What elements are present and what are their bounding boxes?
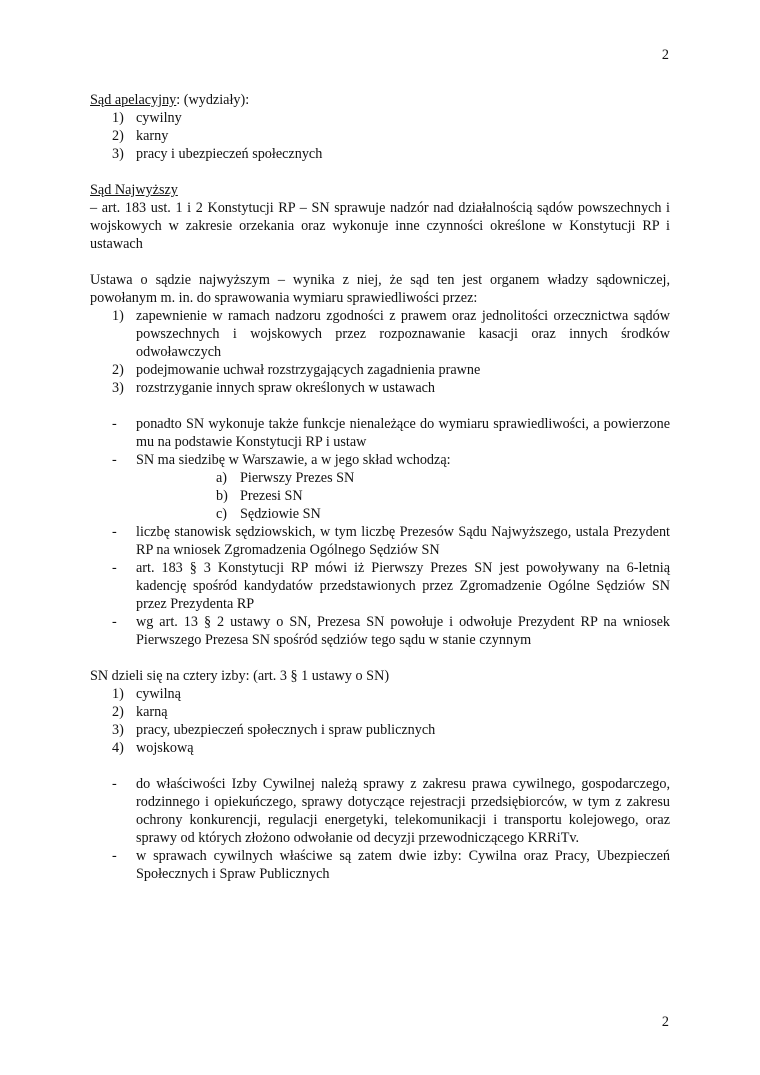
bullet-marker: - <box>112 776 117 792</box>
list-marker: 3) <box>112 380 124 396</box>
list-text: wojskową <box>136 740 194 756</box>
paragraph: Ustawa o sądzie najwyższym – wynika z niej, że sąd ten jest organem władzy sądowniczej, powołanym m. in. do sprawowania wymiaru sprawiedliwości przez: <box>90 272 670 306</box>
list-text: Pierwszy Prezes SN <box>240 470 355 486</box>
list-marker: a) <box>216 470 228 486</box>
page-number-header: 2 <box>661 47 669 63</box>
heading-suffix: : (wydziały): <box>176 92 250 108</box>
list-item <box>90 469 670 487</box>
chambers-notes-list <box>90 775 670 883</box>
list-marker: 1) <box>112 686 124 702</box>
bullet-marker: - <box>112 560 117 576</box>
list-item <box>90 739 670 757</box>
list-text: pracy, ubezpieczeń społecznych i spraw publicznych <box>136 722 436 738</box>
list-text: art. 183 § 3 Konstytucji RP mówi iż Pierwszy Prezes SN jest powoływany na 6-letnią kadencję spośród kandydatów przedstawionych przez Zgromadzenie Ogólne Sędziów SN przez Prezydenta RP <box>136 560 670 612</box>
list-text: ponadto SN wykonuje także funkcje nienależące do wymiaru sprawiedliwości, a powierzone mu na podstawie Konstytucji RP i ustaw <box>136 416 670 450</box>
list-text: pracy i ubezpieczeń społecznych <box>136 146 323 162</box>
list-text: cywilną <box>136 686 181 702</box>
list-item <box>90 361 670 379</box>
sn-composition-list <box>90 469 670 523</box>
heading-appellate-court: Sąd apelacyjny <box>90 92 177 108</box>
bullet-marker: - <box>112 416 117 432</box>
list-text: liczbę stanowisk sędziowskich, w tym liczbę Prezesów Sądu Najwyższego, ustala Prezydent RP na wniosek Zgromadzenia Ogólnego Sędziów SN <box>136 524 670 558</box>
list-marker: 2) <box>112 704 124 720</box>
sn-notes-list <box>90 415 670 469</box>
list-text: Prezesi SN <box>240 488 303 504</box>
list-item <box>90 307 670 361</box>
bullet-marker: - <box>112 524 117 540</box>
list-item <box>90 613 670 649</box>
section-heading <box>90 91 670 109</box>
list-item <box>90 145 670 163</box>
list-item <box>90 559 670 613</box>
list-item <box>90 379 670 397</box>
page-number-footer: 2 <box>661 1014 669 1030</box>
list-item <box>90 703 670 721</box>
list-marker: c) <box>216 506 228 522</box>
paragraph: SN dzieli się na cztery izby: (art. 3 § 1 ustawy o SN) <box>90 668 390 684</box>
list-item <box>90 721 670 739</box>
list-item <box>90 127 670 145</box>
section-heading <box>90 181 670 199</box>
appellate-divisions-list <box>90 109 670 163</box>
list-item <box>90 685 670 703</box>
sn-functions-list <box>90 307 670 397</box>
list-item <box>90 775 670 847</box>
list-item <box>90 109 670 127</box>
list-text: podejmowanie uchwał rozstrzygających zagadnienia prawne <box>136 362 481 378</box>
list-text: zapewnienie w ramach nadzoru zgodności z prawem oraz jednolitości orzecznictwa sądów powszechnych i wojskowych przez rozpoznawanie kasacji oraz innych środków odwoławczych <box>136 308 670 360</box>
list-text: rozstrzyganie innych spraw określonych w ustawach <box>136 380 436 396</box>
bullet-marker: - <box>112 614 117 630</box>
list-item <box>90 451 670 469</box>
list-text: wg art. 13 § 2 ustawy o SN, Prezesa SN powołuje i odwołuje Prezydent RP na wniosek Pierwszego Prezesa SN spośród sędziów tego sądu w stanie czynnym <box>136 614 670 648</box>
list-item <box>90 487 670 505</box>
bullet-marker: - <box>112 848 117 864</box>
list-marker: 3) <box>112 722 124 738</box>
list-text: w sprawach cywilnych właściwe są zatem dwie izby: Cywilna oraz Pracy, Ubezpieczeń Społecznych i Spraw Publicznych <box>136 848 670 882</box>
list-marker: 2) <box>112 128 124 144</box>
list-marker: 2) <box>112 362 124 378</box>
bullet-marker: - <box>112 452 117 468</box>
list-text: SN ma siedzibę w Warszawie, a w jego skład wchodzą: <box>136 452 451 468</box>
list-marker: b) <box>216 488 228 504</box>
list-marker: 1) <box>112 110 124 126</box>
paragraph: – art. 183 ust. 1 i 2 Konstytucji RP – SN sprawuje nadzór nad działalnością sądów powszechnych i wojskowych w zakresie orzekania oraz wykonuje inne czynności określone w Konstytucji RP i ustawach <box>90 200 670 252</box>
sn-chambers-list <box>90 685 670 757</box>
heading-supreme-court: Sąd Najwyższy <box>90 182 178 198</box>
list-marker: 4) <box>112 740 124 756</box>
sn-notes-list-continued <box>90 523 670 649</box>
list-text: Sędziowie SN <box>240 506 321 522</box>
list-item <box>90 523 670 559</box>
list-text: karny <box>136 128 169 144</box>
list-text: karną <box>136 704 168 720</box>
list-item <box>90 415 670 451</box>
list-marker: 1) <box>112 308 124 324</box>
document-body <box>90 91 670 883</box>
list-text: cywilny <box>136 110 182 126</box>
list-text: do właściwości Izby Cywilnej należą sprawy z zakresu prawa cywilnego, gospodarczego, rodzinnego i opiekuńczego, sprawy dotyczące rejestracji przedsiębiorców, w tym z zakresu ochrony konkurencji, regulacji energetyki, telekomunikacji i transportu kolejowego, oraz sprawy od których złożono odwołanie od decyzji przewodniczącego KRRiTv. <box>136 776 670 846</box>
list-item <box>90 505 670 523</box>
list-item <box>90 847 670 883</box>
list-marker: 3) <box>112 146 124 162</box>
